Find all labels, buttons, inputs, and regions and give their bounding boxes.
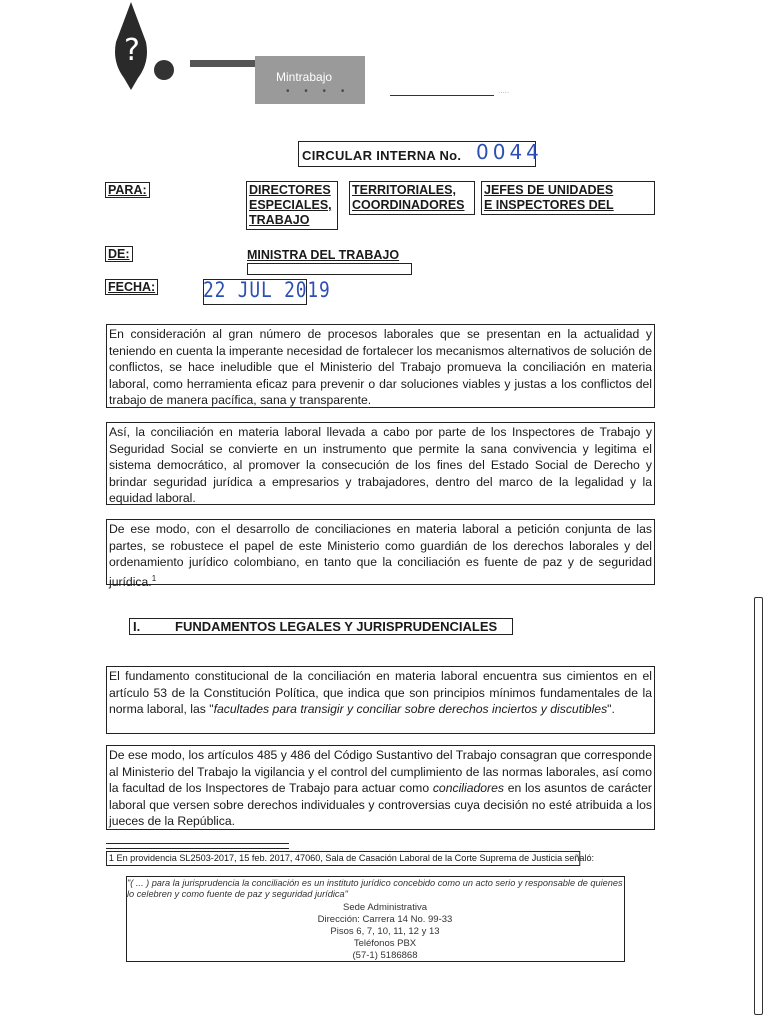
sede-line-2: Pisos 6, 7, 10, 11, 12 y 13 bbox=[330, 926, 440, 937]
para-recipients-col3 bbox=[481, 181, 655, 215]
section-heading bbox=[129, 618, 513, 635]
sede-title: Sede Administrativa bbox=[343, 902, 427, 913]
vertical-scrollbar[interactable] bbox=[754, 597, 763, 1015]
footnote-quote: "( ... ) para la jurisprudencia la conciliación es un instituto jurídico concebido como un acto serio y responsable de quienes lo celebren y como fuente de paz y seguridad jurídica" bbox=[127, 878, 623, 899]
de-signature-box bbox=[247, 263, 412, 275]
paragraph-1: En consideración al gran número de procesos laborales que se presentan en la actualidad y teniendo en cuenta la imperante necesidad de fortalecer los mecanismos alternativos de solución de conflictos, se hace ineludible que el Ministerio del Trabajo promueva la conciliación en materia laboral, como herramienta eficaz para prevenir o dar soluciones viables y justas a los conflictos del trabajo de manera pacífica, sana y transparente. bbox=[106, 324, 655, 408]
paragraph-4-quote: facultades para transigir y conciliar sobre derechos inciertos y discutibles bbox=[213, 702, 608, 717]
footnote-ref-1: 1 bbox=[151, 573, 157, 583]
paragraph-5-italic: conciliadores bbox=[432, 781, 504, 796]
paragraph-4-end: ". bbox=[607, 702, 615, 717]
footnote-rule-2 bbox=[106, 848, 289, 849]
de-value: MINISTRA DEL TRABAJO bbox=[247, 248, 400, 262]
sede-address bbox=[300, 902, 470, 962]
circular-number-stamp: 0044 bbox=[476, 140, 543, 164]
para-col3-line1: JEFES DE UNIDADES bbox=[484, 183, 614, 197]
signature-line bbox=[390, 95, 494, 96]
signature-dots: ..... bbox=[498, 86, 510, 95]
paragraph-2: Así, la conciliación en materia laboral llevada a cabo por parte de los Inspectores de Trabajo y Seguridad Social se convierte en un instrumento que permite la sana convivencia y legitima el sistema democrático, al promover la consecución de los fines del Estado Social de Derecho y brindar seguridad jurídica a empresarios y trabajadores, dentro del marco de la legalidad y la equidad laboral. bbox=[106, 422, 655, 505]
para-col2-line2: COORDINADORES bbox=[352, 198, 465, 212]
paragraph-3 bbox=[106, 519, 655, 589]
section-number: I. bbox=[133, 619, 141, 634]
para-col1-line3: TRABAJO bbox=[249, 213, 310, 227]
paragraph-4 bbox=[106, 666, 655, 734]
de-label: DE: bbox=[105, 246, 133, 262]
section-title: FUNDAMENTOS LEGALES Y JURISPRUDENCIALES bbox=[175, 619, 498, 634]
para-col2-line1: TERRITORIALES, bbox=[352, 183, 456, 197]
footnote-1: 1 En providencia SL2503-2017, 15 feb. 2017, 47060, Sala de Casación Laboral de la Corte Suprema de Justicia señaló: bbox=[106, 851, 580, 866]
svg-text:?: ? bbox=[124, 33, 140, 68]
fecha-label: FECHA: bbox=[105, 279, 158, 295]
circular-label: CIRCULAR INTERNA No. bbox=[302, 148, 462, 163]
sede-line-1: Dirección: Carrera 14 No. 99-33 bbox=[317, 914, 453, 925]
paragraph-4-text: El fundamento constitucional de la conciliación en materia laboral encuentra sus cimientos en el artículo 53 de la Constitución Política, que indica que son principios mínimos fundamentales de la norma laboral, las " bbox=[109, 669, 652, 717]
paragraph-5-text-a: De ese modo, los artículos 485 y 486 del Código Sustantivo del Trabajo consagran que corresponde al Ministerio del Trabajo la vigilancia y el control del cumplimiento de las normas laborales, así como la facultad de los Inspectores de Trabajo para actuar como bbox=[109, 748, 652, 796]
para-col1-line1: DIRECTORES bbox=[249, 183, 331, 197]
para-label: PARA: bbox=[105, 182, 150, 198]
sede-line-3: Teléfonos PBX bbox=[353, 938, 417, 949]
para-recipients-col1 bbox=[246, 181, 338, 230]
logo-dots: • • • • bbox=[286, 86, 351, 97]
para-col1-line2: ESPECIALES, bbox=[249, 198, 332, 212]
para-col3-line2: E INSPECTORES DEL bbox=[484, 198, 614, 212]
footnote-rule bbox=[106, 843, 289, 844]
logo-dot bbox=[154, 60, 174, 80]
paragraph-3-text: De ese modo, con el desarrollo de conciliaciones en materia laboral a petición conjunta de las partes, se robustece el papel de este Ministerio como guardián de los derechos laborales y del ordenamiento jurídico colombiano, en tanto que la conciliación es fuente de paz y de seguridad jurídica. bbox=[109, 522, 652, 589]
paragraph-5 bbox=[106, 745, 655, 830]
sede-line-4: (57-1) 5186868 bbox=[352, 950, 418, 961]
para-recipients-col2 bbox=[349, 181, 475, 215]
fecha-stamp: 22 JUL 2019 bbox=[203, 278, 331, 302]
ministry-logo-drop-icon bbox=[114, 2, 148, 90]
logo-text: Mintrabajo bbox=[276, 70, 333, 84]
paragraph-5-text-b: en los asuntos de carácter laboral que versen sobre derechos individuales y controversias cuya decisión no esté atribuida a los jueces de la República. bbox=[109, 781, 652, 829]
